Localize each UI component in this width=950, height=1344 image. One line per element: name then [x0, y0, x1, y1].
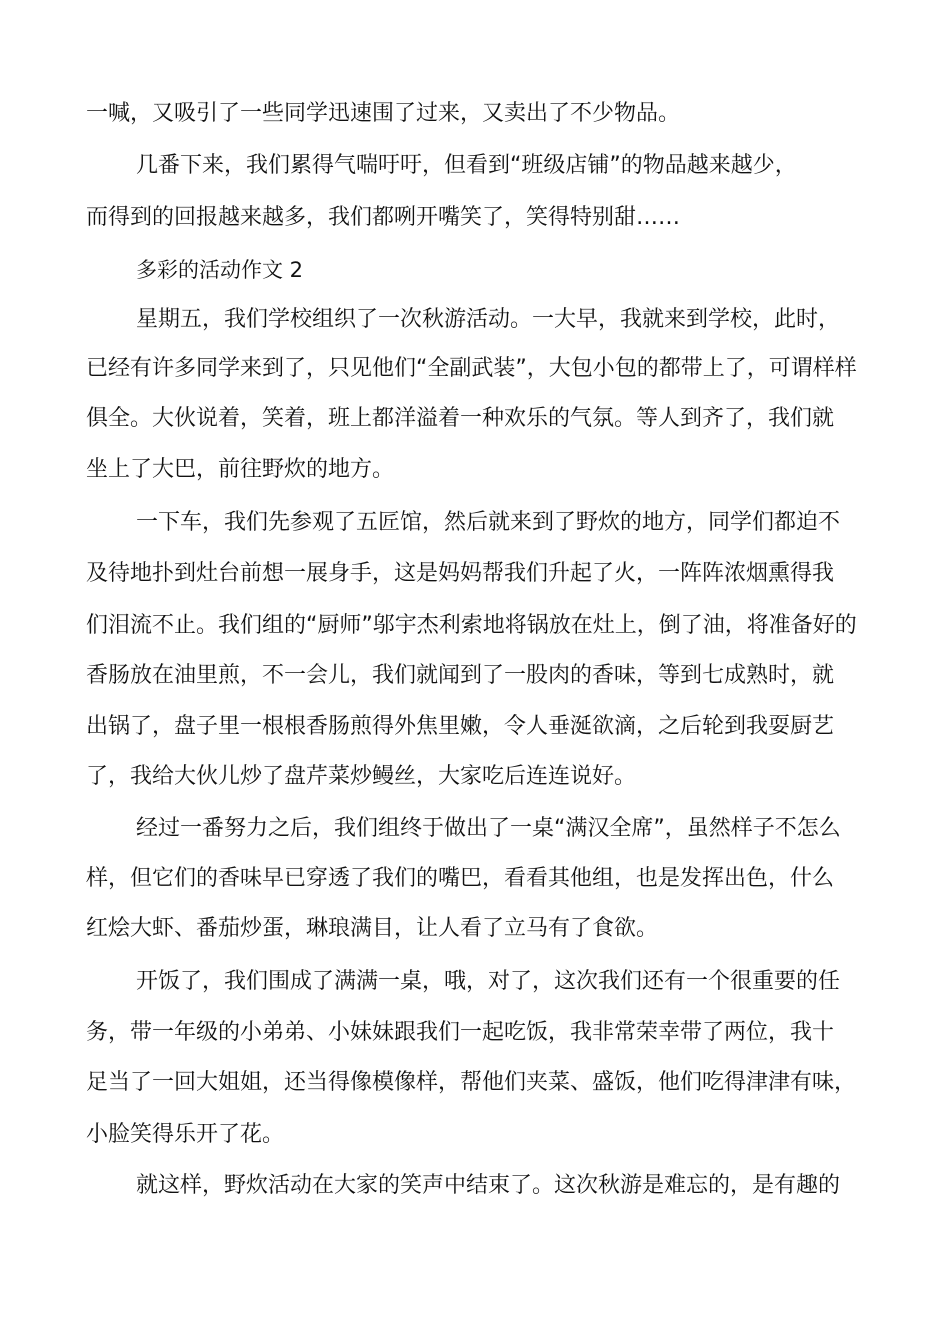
paragraph-start: 一下车，我们先参观了五匠馆，然后就来到了野炊的地方，同学们都迫不 — [136, 510, 841, 535]
section-title: 多彩的活动作文 2 — [136, 258, 304, 282]
text-line: 香肠放在油里煎，不一会儿，我们就闻到了一股肉的香味，等到七成熟时，就 — [86, 663, 835, 688]
text-line: 了，我给大伙儿炒了盘芹菜炒鳗丝，大家吃后连连说好。 — [86, 764, 637, 789]
text-line: 一喊，又吸引了一些同学迅速围了过来，又卖出了不少物品。 — [86, 101, 681, 126]
text-line: 及待地扑到灶台前想一展身手，这是妈妈帮我们升起了火，一阵阵浓烟熏得我 — [86, 561, 835, 586]
text-line: 红烩大虾、番茄炒蛋，琳琅满目，让人看了立马有了食欲。 — [86, 916, 659, 941]
paragraph-start: 几番下来，我们累得气喘吁吁，但看到“班级店铺”的物品越来越少， — [136, 153, 797, 178]
text-line: 们泪流不止。我们组的“厨师”邬宇杰利索地将锅放在灶上，倒了油，将准备好的 — [86, 613, 857, 638]
text-line: 务，带一年级的小弟弟、小妹妹跟我们一起吃饭，我非常荣幸带了两位，我十 — [86, 1020, 835, 1045]
text-line: 小脸笑得乐开了花。 — [86, 1122, 285, 1147]
text-line: 俱全。大伙说着，笑着，班上都洋溢着一种欢乐的气氛。等人到齐了，我们就 — [86, 406, 835, 431]
text-line: 而得到的回报越来越多，我们都咧开嘴笑了，笑得特别甜…… — [86, 205, 681, 230]
text-line: 坐上了大巴，前往野炊的地方。 — [86, 457, 395, 482]
paragraph-start: 星期五，我们学校组织了一次秋游活动。一大早，我就来到学校，此时， — [136, 307, 841, 332]
paragraph-start: 经过一番努力之后，我们组终于做出了一桌“满汉全席”，虽然样子不怎么 — [136, 816, 841, 841]
paragraph-start: 就这样，野炊活动在大家的笑声中结束了。这次秋游是难忘的，是有趣的 — [136, 1173, 841, 1198]
text-line: 样，但它们的香味早已穿透了我们的嘴巴，看看其他组，也是发挥出色，什么 — [86, 866, 835, 891]
text-line: 出锅了，盘子里一根根香肠煎得外焦里嫩，令人垂涎欲滴，之后轮到我耍厨艺 — [86, 714, 835, 739]
paragraph-start: 开饭了，我们围成了满满一桌，哦，对了，这次我们还有一个很重要的任 — [136, 969, 841, 994]
text-line: 足当了一回大姐姐，还当得像模像样，帮他们夹菜、盛饭，他们吃得津津有味， — [86, 1070, 857, 1095]
text-line: 已经有许多同学来到了，只见他们“全副武装”，大包小包的都带上了，可谓样样 — [86, 356, 857, 381]
